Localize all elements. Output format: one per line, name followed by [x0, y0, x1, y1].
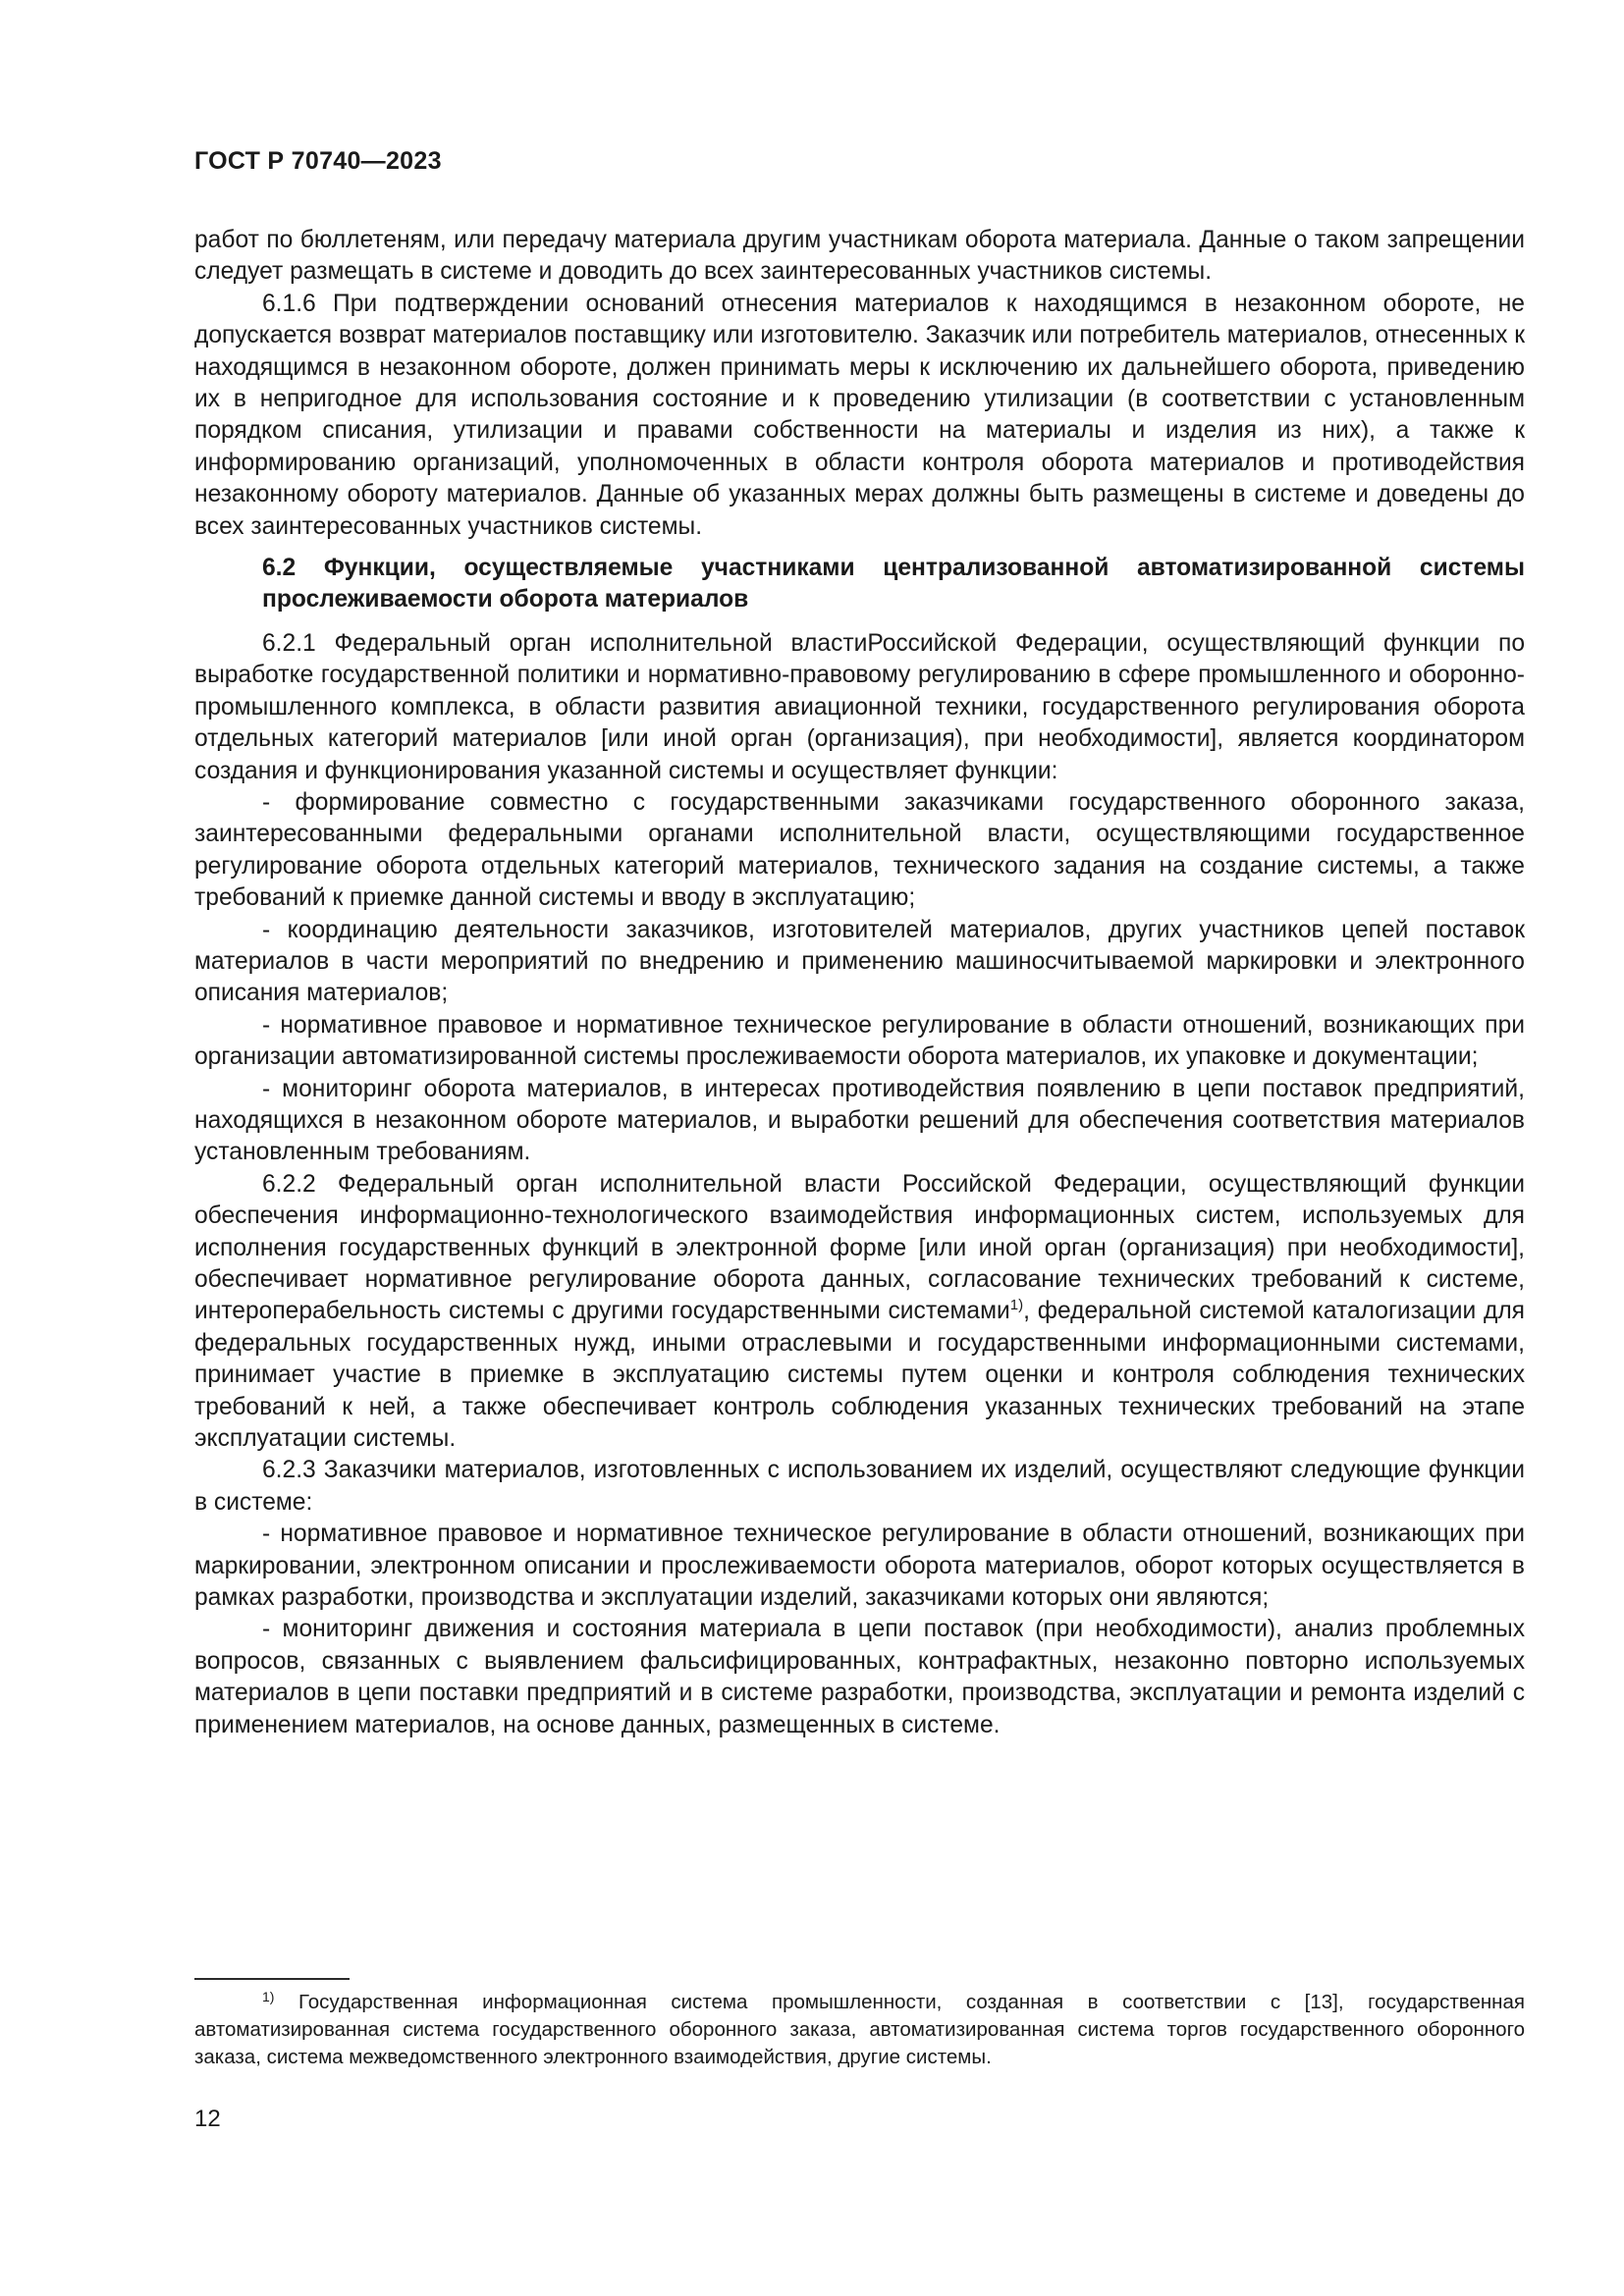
list-item: - нормативное правовое и нормативное техническое регулирование в области отношений, возникающих при маркировании, электронном описании и прослеживаемости оборота материалов, оборот которых осуществляется в рамках разработки, производства и эксплуатации изделий, заказчиками которых они являются;	[194, 1521, 1525, 1612]
clause-6-2-1: 6.2.1 Федеральный орган исполнительной властиРоссийской Федерации, осуществляющий функции по выработке государственной политики и нормативно-правовому регулированию в сфере промышленного и оборонно-промышленного комплекса, в области развития авиационной техники, государственного регулирования оборота отдельных категорий материалов [или иной орган (организация), при необходимости], является координатором создания и функционирования указанной системы и осуществляет функции:	[194, 629, 1525, 784]
footnote	[194, 1989, 1525, 2071]
document-body	[194, 225, 1525, 1741]
clause-6-2-2-text-b: , федеральной системой каталогизации для федеральных государственных нужд, иными отраслевыми и государственными информационными системами, принимает участие в приемке в эксплуатацию системы путем оценки и контроля соблюдения технических требований к ней, а также обеспечивает контроль соблюдения указанных технических требований на этапе эксплуатации системы.	[194, 1298, 1525, 1453]
footnote-reference: 1)	[1009, 1297, 1024, 1314]
clause-6-2-3: 6.2.3 Заказчики материалов, изготовленных с использованием их изделий, осуществляют следующие функции в системе:	[194, 1457, 1525, 1516]
clause-6-2-2-text-a: 6.2.2 Федеральный орган исполнительной власти Российской Федерации, осуществляющий функции обеспечения информационно-технологического взаимодействия информационных систем, используемых для исполнения государственных функций в электронной форме [или иной орган (организация) при необходимости], обеспечивает нормативное регулирование оборота данных, согласование технических требований к системе, интероперабельность системы с другими государственными системами	[194, 1170, 1525, 1325]
paragraph-continuation: работ по бюллетеням, или передачу материала другим участникам оборота материала. Данные о таком запрещении следует размещать в системе и доводить до всех заинтересованных участников системы.	[194, 227, 1525, 286]
clause-6-1-6: 6.1.6 При подтверждении оснований отнесения материалов к находящимся в незаконном обороте, не допускается возврат материалов поставщику или изготовителю. Заказчик или потребитель материалов, отнесенных к находящимся в незаконном обороте, должен принимать меры к исключению их дальнейшего оборота, приведению их в непригодное для использования состояние и к проведению утилизации (в соответствии с установленным порядком списания, утилизации и правами собственности на материалы и изделия из них), а также к информированию организаций, уполномоченных в области контроля оборота материалов и противодействия незаконному обороту материалов. Данные об указанных мерах должны быть размещены в системе и доведены до всех заинтересованных участников системы.	[194, 290, 1525, 540]
clause-6-2-2	[194, 1169, 1525, 1456]
section-heading-6-2: 6.2 Функции, осуществляемые участниками централизованной автоматизированной системы прослеживаемости оборота материалов	[262, 555, 1525, 614]
page-number: 12	[194, 2106, 221, 2132]
list-item: - мониторинг оборота материалов, в интересах противодействия появлению в цепи поставок предприятий, находящихся в незаконном обороте материалов, и выработки решений для обеспечения соответствия материалов установленным требованиям.	[194, 1075, 1525, 1166]
list-item: - нормативное правовое и нормативное техническое регулирование в области отношений, возникающих при организации автоматизированной системы прослеживаемости оборота материалов, их упаковке и документации;	[194, 1011, 1525, 1071]
footnote-text	[194, 1989, 1525, 2071]
footnote-divider	[194, 1978, 350, 1980]
footnote-mark: 1)	[262, 1989, 275, 2004]
list-item: - формирование совместно с государственными заказчиками государственного оборонного заказа, заинтересованными федеральными органами исполнительной власти, осуществляющими государственное регулирование оборота отдельных категорий материалов, технического задания на создание системы, а также требований к приемке данной системы и вводу в эксплуатацию;	[194, 788, 1525, 912]
footnote-body: Государственная информационная система промышленности, созданная в соответствии с [13], государственная автоматизированная система государственного оборонного заказа, автоматизированная система торгов государственного оборонного заказа, система межведомственного электронного взаимодействия, другие системы.	[194, 1991, 1525, 2068]
standard-designation-header: ГОСТ Р 70740—2023	[194, 147, 442, 175]
list-item: - мониторинг движения и состояния материала в цепи поставок (при необходимости), анализ проблемных вопросов, связанных с выявлением фальсифицированных, контрафактных, незаконно повторно используемых материалов в цепи поставки предприятий и в системе разработки, производства, эксплуатации и ремонта изделий с применением материалов, на основе данных, размещенных в системе.	[194, 1616, 1525, 1738]
list-item: - координацию деятельности заказчиков, изготовителей материалов, других участников цепей поставок материалов в части мероприятий по внедрению и применению машиносчитываемой маркировки и электронного описания материалов;	[194, 916, 1525, 1007]
